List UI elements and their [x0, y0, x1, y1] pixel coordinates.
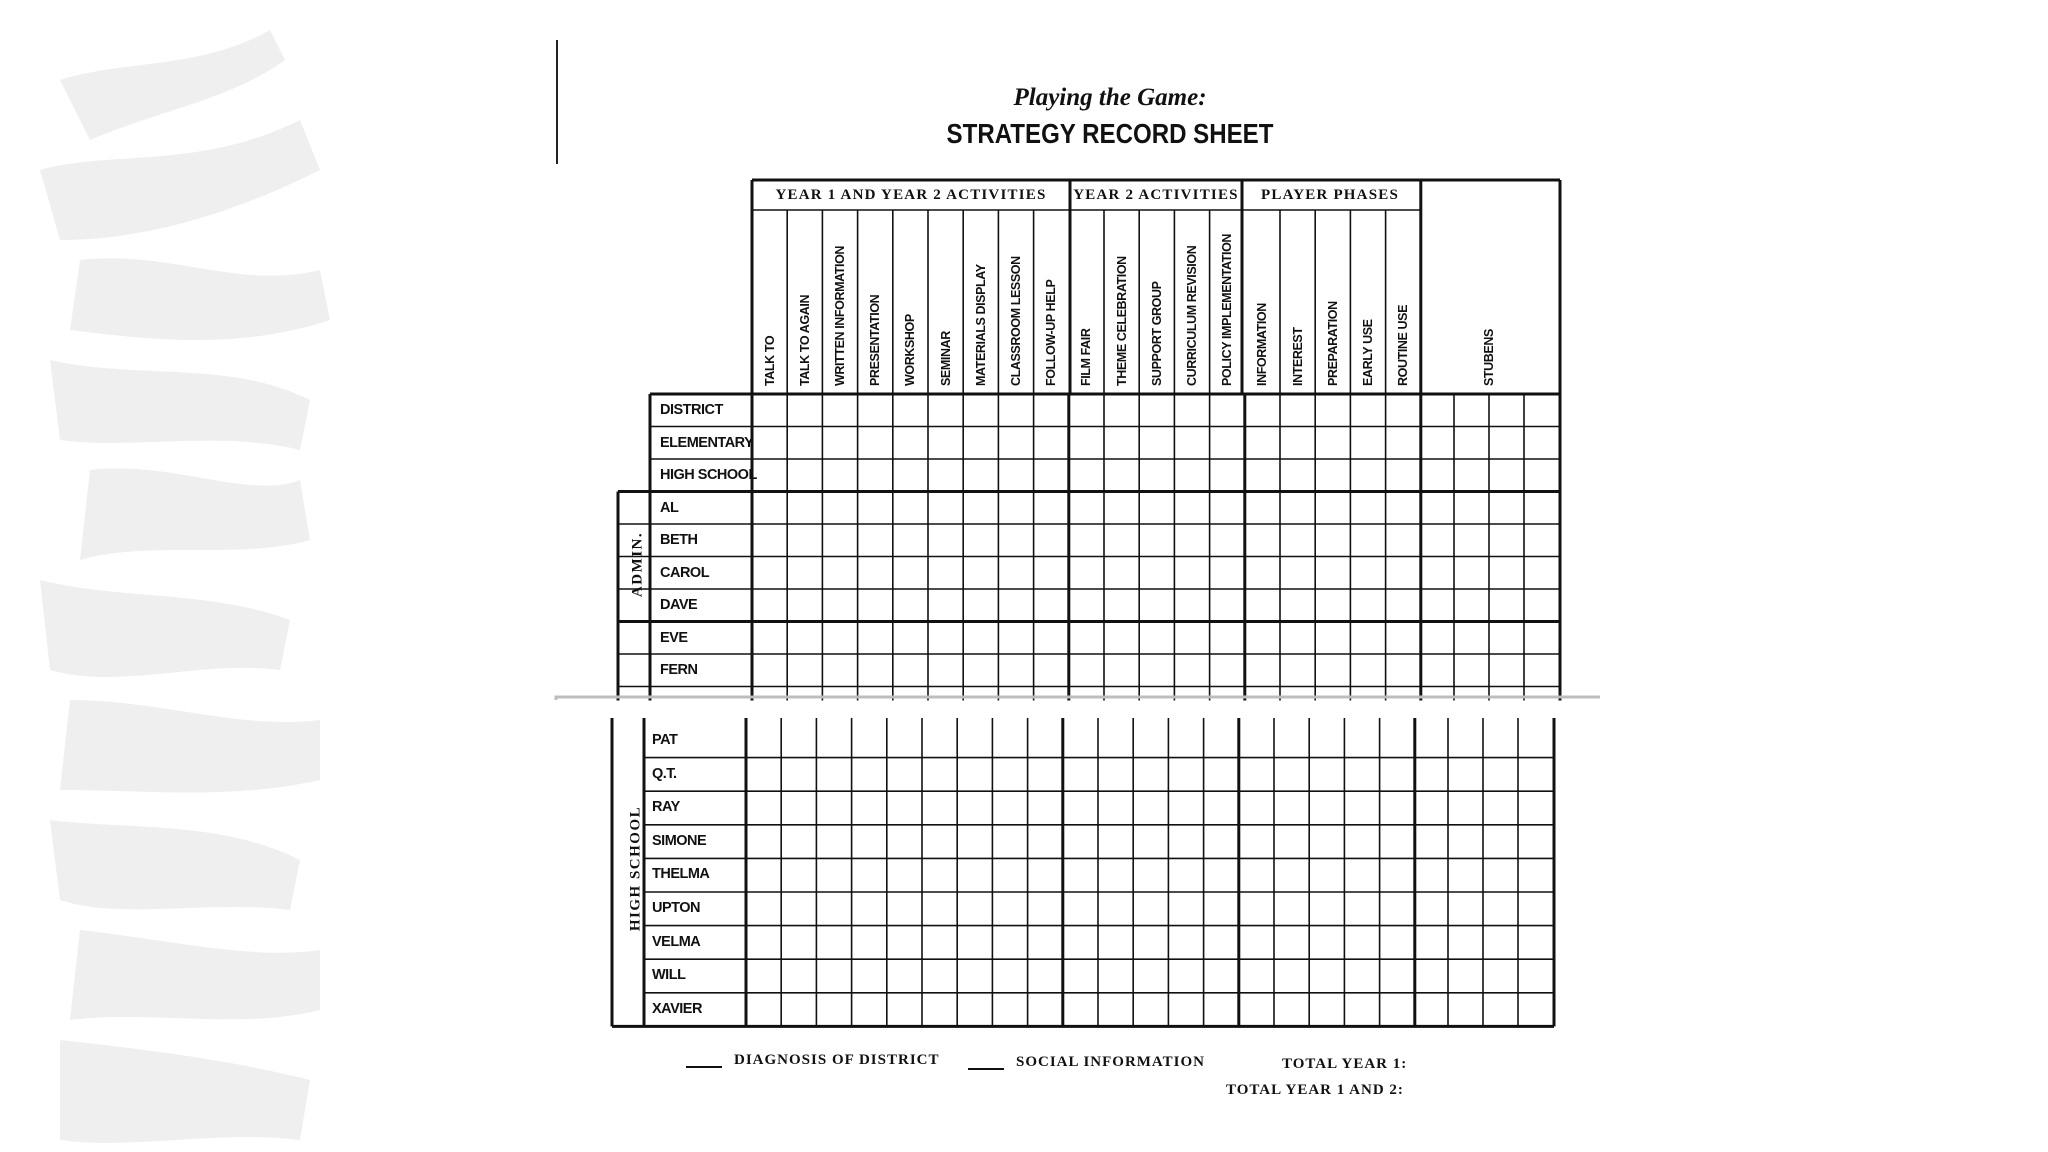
column-label: CLASSROOM LESSON — [1009, 256, 1023, 386]
column-label: INTEREST — [1290, 327, 1305, 386]
footer-social — [968, 1054, 1205, 1071]
column-label: SEMINAR — [938, 331, 953, 386]
column-label: TALK TO AGAIN — [797, 294, 812, 386]
column-label: THEME CELEBRATION — [1114, 256, 1129, 386]
footer-total-year12: TOTAL YEAR 1 AND 2: — [1226, 1082, 1404, 1098]
column-label: EARLY USE — [1361, 319, 1375, 386]
column-label: SUPPORT GROUP — [1149, 281, 1164, 386]
column-label: WORKSHOP — [903, 314, 918, 386]
footer-diagnosis-label: DIAGNOSIS OF DISTRICT — [734, 1052, 940, 1068]
row-label: FERN — [660, 662, 698, 678]
sheet-subtitle: Playing the Game: — [1013, 84, 1207, 111]
column-label: ROUTINE USE — [1396, 304, 1411, 386]
side-label-admin: ADMIN. — [629, 531, 646, 598]
column-label: MATERIALS DISPLAY — [973, 264, 988, 386]
row-label: DISTRICT — [660, 402, 723, 418]
row-label: XAVIER — [652, 1000, 702, 1017]
row-label: ELEMENTARY — [660, 434, 754, 451]
row-label: AL — [660, 499, 679, 516]
blank-line — [686, 1066, 722, 1068]
sheet-title: STRATEGY RECORD SHEET — [946, 118, 1274, 149]
column-label: WRITTEN INFORMATION — [833, 245, 847, 386]
row-label: HIGH SCHOOL — [660, 467, 757, 483]
side-label-high-school: HIGH SCHOOL — [627, 805, 644, 932]
brush-stroke-decoration — [0, 0, 340, 1152]
footer-total-year1: TOTAL YEAR 1: — [1282, 1056, 1408, 1072]
column-label: POLICY IMPLEMENTATION — [1220, 233, 1235, 386]
group-year2: YEAR 2 ACTIVITIES — [1073, 187, 1239, 203]
row-label: DAVE — [660, 597, 698, 613]
row-label: UPTON — [652, 900, 700, 916]
column-label-extra: STUBENS — [1482, 329, 1496, 386]
blank-line — [968, 1068, 1004, 1070]
row-label: BETH — [660, 532, 698, 548]
row-label: THELMA — [652, 866, 710, 883]
row-label: CAROL — [660, 564, 710, 581]
column-label: FOLLOW-UP HELP — [1044, 279, 1059, 386]
row-label: VELMA — [652, 933, 701, 950]
column-label: FILM FAIR — [1079, 328, 1094, 386]
page-edge-line — [556, 40, 558, 164]
row-label: PAT — [652, 732, 678, 748]
column-label: TALK TO — [762, 335, 777, 386]
footer-social-label: SOCIAL INFORMATION — [1016, 1054, 1205, 1070]
group-year1-and-2: YEAR 1 AND YEAR 2 ACTIVITIES — [775, 187, 1047, 203]
row-label: EVE — [660, 629, 688, 646]
column-label: PREPARATION — [1325, 301, 1340, 386]
tear-line — [556, 697, 1600, 700]
group-player-phases: PLAYER PHASES — [1261, 187, 1399, 203]
column-label: INFORMATION — [1255, 303, 1270, 386]
row-label: Q.T. — [652, 765, 677, 782]
column-label: CURRICULUM REVISION — [1185, 245, 1199, 386]
footer-diagnosis — [686, 1052, 940, 1069]
row-label: SIMONE — [652, 832, 707, 849]
column-label: PRESENTATION — [868, 294, 883, 386]
row-label: WILL — [652, 967, 686, 984]
row-label: RAY — [652, 799, 680, 816]
